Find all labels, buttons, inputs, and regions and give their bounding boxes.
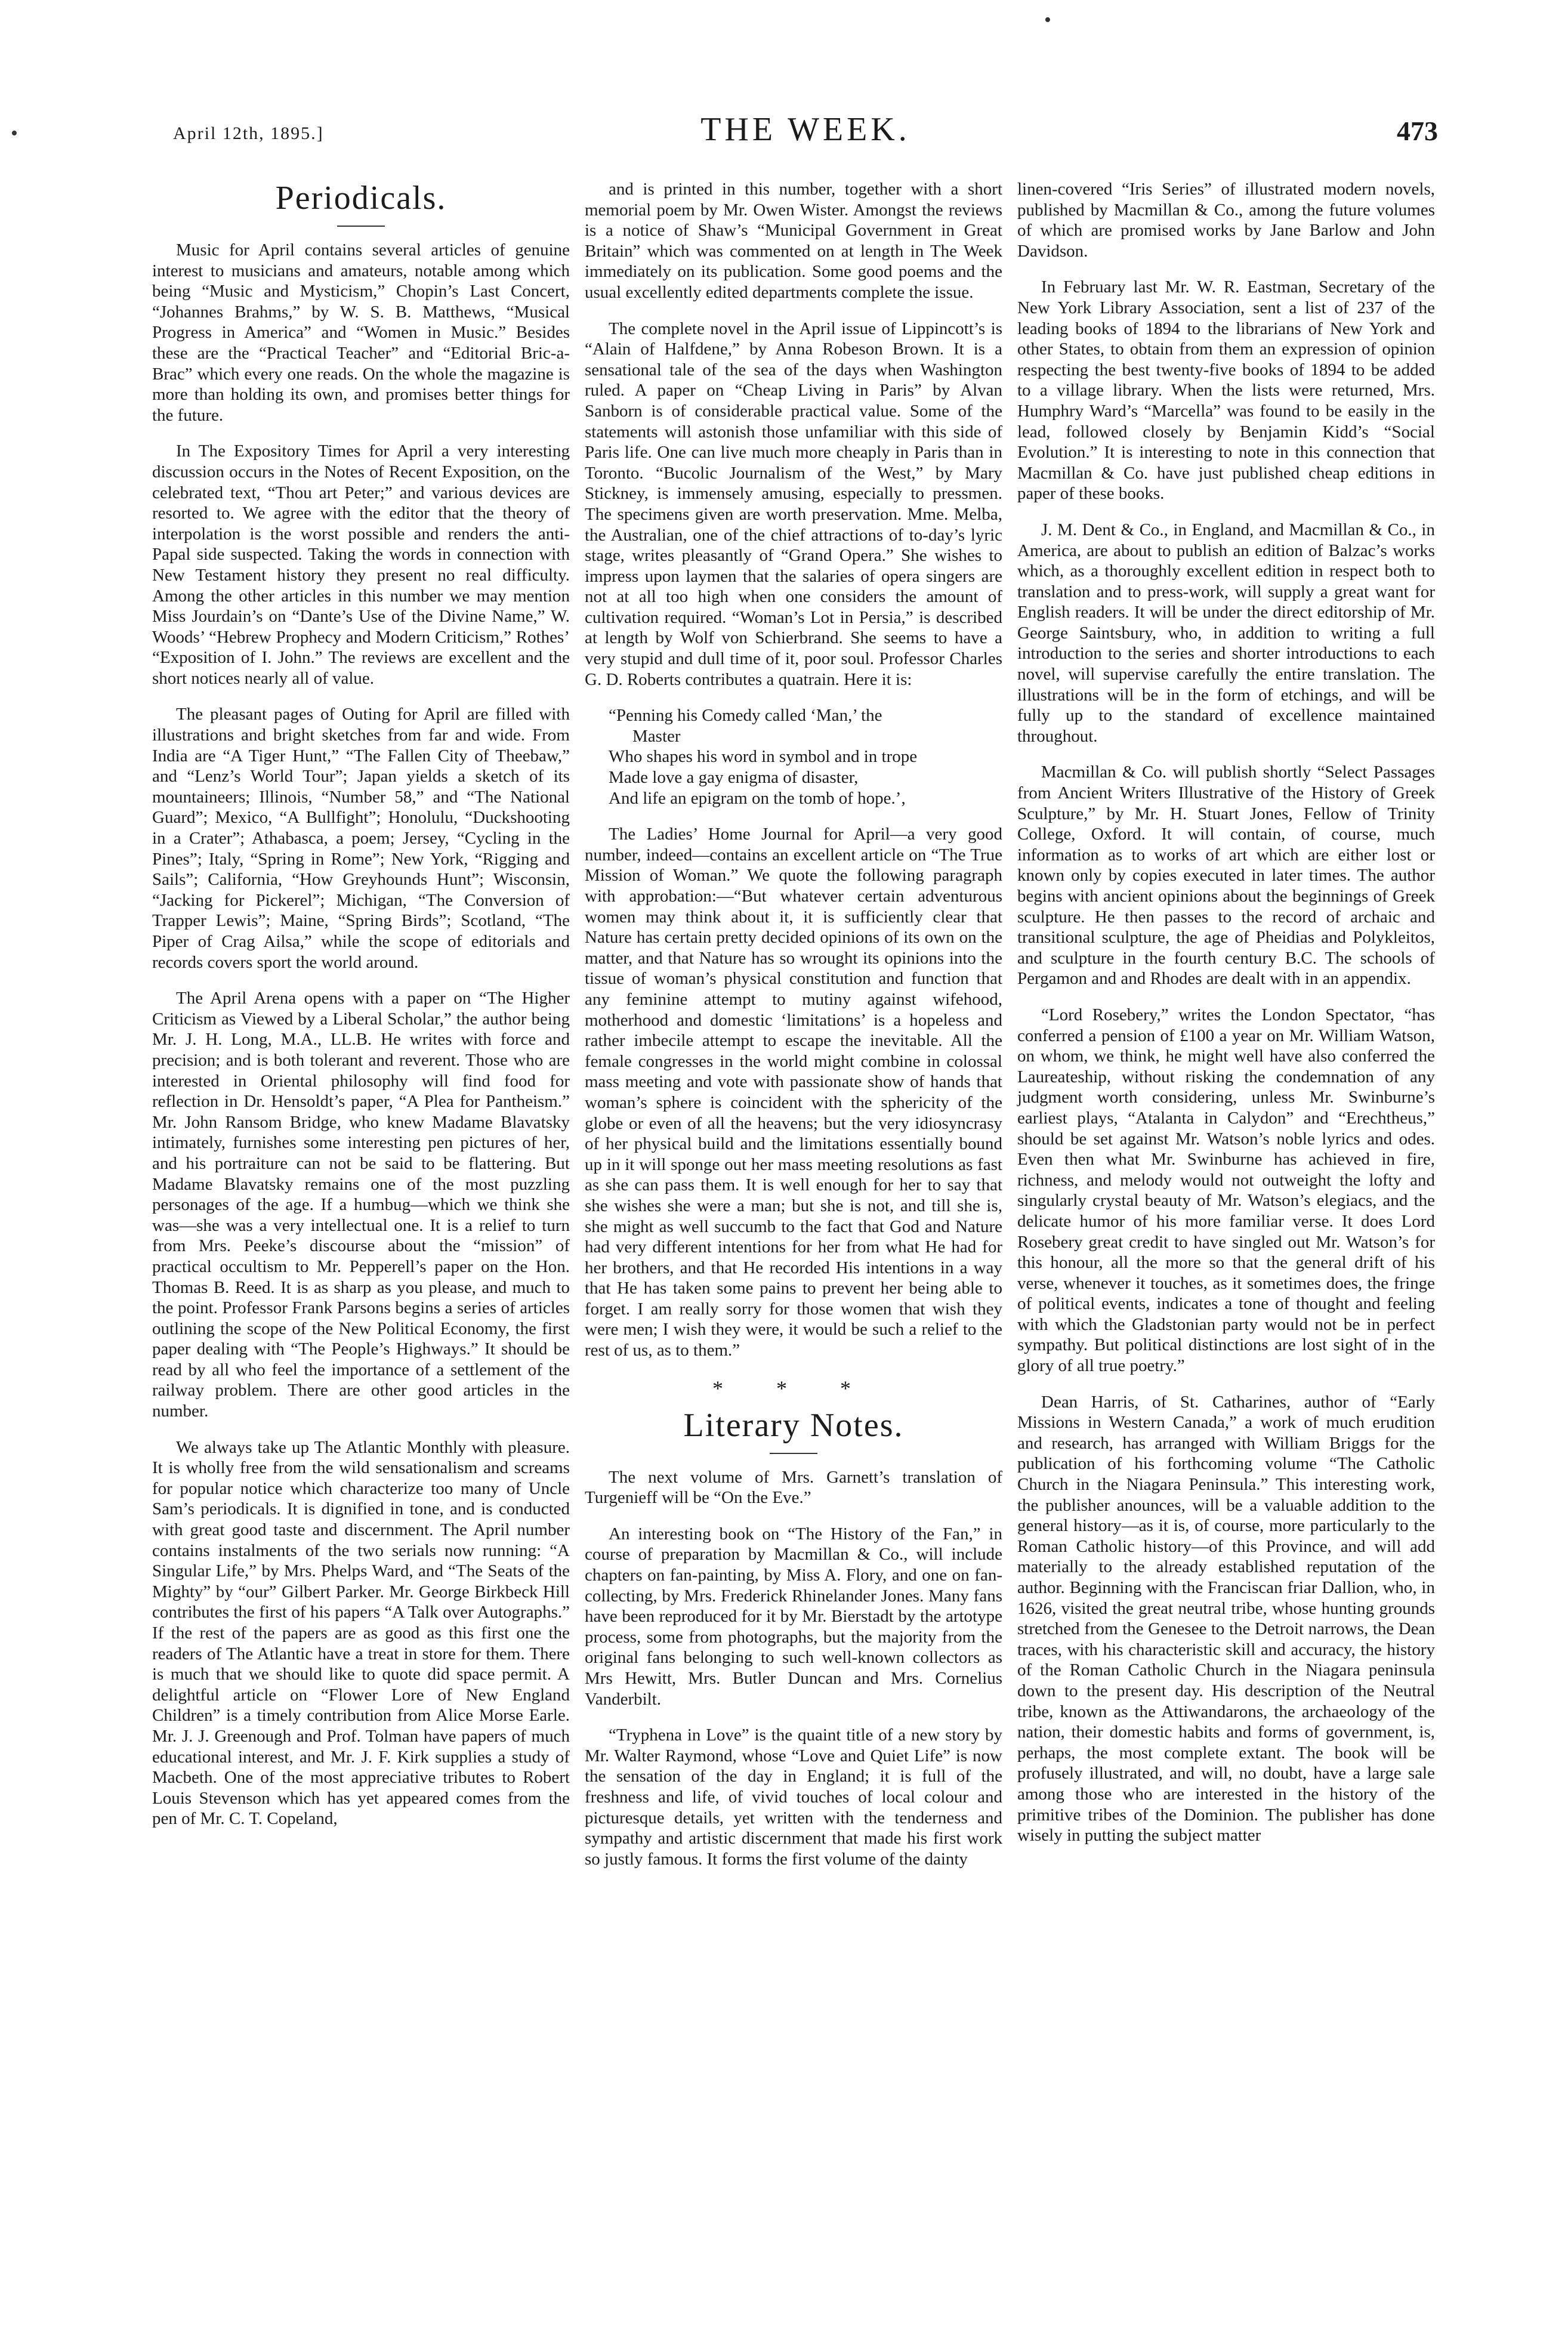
paragraph: An interesting book on “The History of the Fan,” in course of preparation by Macmillan & Co., will include chapters on fan-painting, by Miss A. Flory, and one on fan-collecting, by Mrs. Frederick Rhinelander Jones. Many fans have been reproduced for it by Mr. Bierstadt by the artotype process, some from photographs, but the majority from the original fans belonging to such well-known collectors as Mrs Hewitt, Mrs. Butler Duncan and Mrs. Cornelius Vanderbilt. (585, 1524, 1002, 1709)
masthead: THE WEEK. (700, 111, 910, 148)
page-number: 473 (1397, 116, 1438, 146)
paragraph: “Lord Rosebery,” writes the London Spectator, “has conferred a pension of £100 a year on Mr. William Watson, on whom, we think, he might well have also conferred the Laureateship, without risking the condemnation of any judgment worth considering, unless Mr. Swinburne’s earliest plays, “Atalanta in Calydon” and “Erechtheus,” should be set against Mr. Watson’s noble lyrics and odes. Even then what Mr. Swinburne has achieved in fire, richness, and melody would not outweight the lofty and singularly crystal beauty of Mr. Watson’s elegiacs, and the delicate humor of his more familiar verse. It does Lord Rosebery great credit to have singled out Mr. Watson’s for this honour, all the more so that the general drift of his verse, whenever it touches, as it sometimes does, the fringe of political events, indicates a tone of thought and feeling with which the Gladstonian party would not be in perfect sympathy. But political distinctions are lost sight of in the glory of all true poetry.” (1017, 1005, 1435, 1376)
verse-line: And life an epigram on the tomb of hope.’, (609, 788, 906, 808)
paragraph: linen-covered “Iris Series” of illustrated modern novels, published by Macmillan & Co., among the future volumes of which are promised works by Jane Barlow and John Davidson. (1017, 180, 1435, 261)
paragraph: Dean Harris, of St. Catharines, author of “Early Missions in Western Canada,” a work of much erudition and research, has arranged with William Briggs for the publication of his forthcoming volume “The Catholic Church in the Niagara Peninsula.” This interesting work, the publisher anounces, will be a valuable addition to the general history—as it is, of course, more particularly to the Roman Catholic history—of this Province, and will add materially to the already established reputation of the author. Beginning with the Franciscan friar Dallion, who, in 1626, visited the great neutral tribe, whose hunting grounds stretched from the Genesee to the Detroit narrows, the Dean traces, with his characteristic skill and accuracy, the history of the Roman Catholic Church in the Niagara peninsula down to the present day. His description of the Neutral tribe, known as the Attiwandarons, the archaeology of the nation, their domestic habits and forms of government, is, perhaps, the most complete extant. The book will be profusely illustrated, and will, no doubt, have a large sale among those who are interested in the history of the primitive tribes of the Dominion. The publisher has done wisely in putting the subject matter (1017, 1392, 1435, 1845)
paragraph: Music for April contains several articles of genuine interest to musicians and amateurs, notable among which being “Music and Mysticism,” Chopin’s Last Concert, “Johannes Brahms,” by W. S. B. Matthews, “Musical Progress in America” and “Women in Music.” Besides these are the “Practical Teacher” and “Editorial Bric-a-Brac” which every one reads. On the whole the magazine is more than holding its own, and promises better things for the future. (152, 240, 570, 425)
paragraph: We always take up The Atlantic Monthly with pleasure. It is wholly free from the wild sensationalism and screams for popular notice which characterize too many of Uncle Sam’s periodicals. It is dignified in tone, and is conducted with great good taste and discernment. The April number contains instalments of the two serials now running: “A Singular Life,” by Mrs. Phelps Ward, and “The Seats of the Mighty” by “our” Gilbert Parker. Mr. George Birkbeck Hill contributes the first of his papers “A Talk over Autographs.” If the rest of the papers are as good as this first one the readers of The Atlantic have a treat in store for them. There is much that we should like to quote did space permit. A delightful article on “Flower Lore of New England Children” is a timely contribution from Alice Morse Earle. Mr. J. J. Greenough and Prof. Tolman have papers of much educational interest, and Mr. J. F. Kirk supplies a study of Macbeth. One of the most appreciative tributes to Robert Louis Stevenson which has yet appeared comes from the pen of Mr. C. T. Copeland, (152, 1437, 570, 1829)
paragraph: “Tryphena in Love” is the quaint title of a new story by Mr. Walter Raymond, whose “Love and Quiet Life” is now the sensation of the day in England; it is full of the freshness and life, of vivid touches of local colour and picturesque details, yet written with the tenderness and sympathy and artistic discernment that made his first work so justly famous. It forms the first volume of the dainty (585, 1725, 1002, 1869)
paragraph: and is printed in this number, together with a short memorial poem by Mr. Owen Wister. Amongst the reviews is a notice of Shaw’s “Municipal Government in Great Britain” which was commented on at length in The Week immediately on its publication. Some good poems and the usual excellently edited departments complete the issue. (585, 180, 1002, 302)
paragraph: The next volume of Mrs. Garnett’s translation of Turgenieff will be “On the Eve.” (585, 1467, 1002, 1508)
verse-line: Who shapes his word in symbol and in trope (609, 747, 918, 767)
paragraph: The April Arena opens with a paper on “The Higher Criticism as Viewed by a Liberal Scholar,” the author being Mr. J. H. Long, M.A., LL.B. He writes with force and precision; and is both tolerant and reverent. Those who are interested in Oriental philosophy will find food for reflection in Dr. Hensoldt’s paper, “A Plea for Pantheism.” Mr. John Ransom Bridge, who knew Madame Blavatsky intimately, furnishes some interesting pen pictures of her, and his portraiture can not be said to be flattering. But Madame Blavatsky remains one of the most puzzling personages of the age. If a humbug—which we think she was—she was a very intellectual one. It is a relief to turn from Mrs. Peeke’s discourse about the “mission” of practical occultism to Mr. Pepperell’s paper on the Hon. Thomas B. Reed. It is as sharp as you please, and much to the point. Professor Frank Parsons begins a series of articles outlining the scope of the New Political Economy, the first paper dealing with “The People’s Highways.” It should be read by all who feel the importance of a settlement of the railway problem. There are other good articles in the number. (152, 989, 570, 1421)
top-margin-dot: • (1044, 9, 1051, 31)
column-1 (152, 179, 570, 1845)
paragraph: The complete novel in the April issue of Lippincott’s is “Alain of Halfdene,” by Anna Robeson Brown. It is a sensational tale of the sea of the days when Washington ruled. A paper on “Cheap Living in Paris” by Alvan Sanborn is of considerable practical value. Some of the statements will astonish those unfamiliar with this side of Paris life. One can live much more cheaply in Paris than in Toronto. “Bucolic Journalism of the West,” by Mary Stickney, is immensely amusing, especially to pressmen. The specimens given are worth preservation. Mme. Melba, the Australian, one of the chief attractions of to-day’s lyric stage, writes pleasantly of “Grand Opera.” She wishes to impress upon laymen that the salaries of opera singers are not at all too high when one considers the amount of cultivation required. “Woman’s Lot in Persia,” is described at length by Wolf von Schierbrand. She seems to have a very stupid and dull time of it, poor soul. Professor Charles G. D. Roberts contributes a quatrain. Here it is: (585, 319, 1002, 689)
quatrain (585, 705, 1002, 808)
paragraph: The Ladies’ Home Journal for April—a very good number, indeed—contains an excellent article on “The True Mission of Woman.” We quote the following paragraph with approbation:—“But whatever certain adventurous women may think about it, it is sufficiently clear that Nature has certain pretty decided opinions of its own on the matter, and that Nature has so wrought its opinions into the tissue of woman’s physical constitution and function that any feminine attempt to mutiny against wifehood, motherhood and domestic ‘limitations’ is a hopeless and rather imbecile attempt to escape the inevitable. All the female congresses in the world might combine in colossal mass meeting and vote with passionate show of hands that woman’s sphere is coincident with the sphericity of the globe or even of all the heavens; but the very idiosyncrasy of her physical build and the limitations essentially bound up in it will sponge out her mass meeting resolutions as fast as she can pass them. It is well enough for her to say that she wishes she were a man; but she is not, and till she is, she might as well succumb to the fact that God and Nature had very different intentions for her from what He had for her brothers, and that He recorded His intentions in a way that He has taken some pains to prevent her being able to forget. I am really sorry for those women that wish they were men; I wish they were, it would be such a relief to the rest of us, as to them.” (585, 825, 1002, 1360)
column-2 (585, 179, 1002, 1885)
paragraph: J. M. Dent & Co., in England, and Macmillan & Co., in America, are about to publish an edition of Balzac’s works which, as a thoroughly excellent edition in respect both to translation and to press-work, will supply a great want for English readers. It will be under the direct editorship of Mr. George Saintsbury, who, in addition to writing a full introduction to the series and shorter introductions to each novel, will supervise carefully the entire translation. The illustrations will be in the form of etchings, and will be fully up to the standard of excellence maintained throughout. (1017, 520, 1435, 746)
section-heading-literary-notes: Literary Notes. (683, 1406, 904, 1444)
paragraph: In The Expository Times for April a very interesting discussion occurs in the Notes of Recent Exposition, on the celebrated text, “Thou art Peter;” and various devices are resorted to. We agree with the editor that the theory of interpolation is the worst possible and renders the anti-Papal side suspected. Taking the words in connection with New Testament history they present no real difficulty. Among the other articles in this number we may mention Miss Jourdain’s on “Dante’s Use of the Divine Name,” W. Woods’ “Hebrew Prophecy and Modern Criticism,” Rothes’ “Exposition of I. John.” The reviews are excellent and the short notices nearly all of value. (152, 442, 570, 688)
paragraph: Macmillan & Co. will publish shortly “Select Passages from Ancient Writers Illustrative of the History of Greek Sculpture,” by Mr. H. Stuart Jones, Fellow of Trinity College, Oxford. It will contain, of course, much information as to works of art which are either lost or known only by copies executed in later times. The author begins with ancient opinions about the beginnings of Greek sculpture. He then passes to the record of archaic and transitional sculpture, the age of Pheidias and Polykleitos, and sculpture in the fourth century B.C. The schools of Pergamon and and Rhodes are dealt with in an appendix. (1017, 763, 1435, 989)
verse-line: Master (632, 726, 681, 746)
paragraph: The pleasant pages of Outing for April are filled with illustrations and bright sketches from far and wide. From India are “A Tiger Hunt,” “The Fallen City of Theebaw,” and “Lenz’s World Tour”; Japan yields a sketch of its mountaineers; Illinois, “Number 58,” and “The National Guard”; Mexico, “A Bullfight”; Honolulu, “Duckshooting in a Crater”; Athabasca, a poem; Jersey, “Cycling in the Pines”; Italy, “Spring in Rome”; New York, “Rigging and Sails”; California, “How Greyhounds Hunt”; Wisconsin, “Jacking for Pickerel”; Michigan, “The Conversion of Trapper Lewis”; Maine, “Spring Birds”; Scotland, “The Piper of Crag Ailsa,” while the scope of editorials and records covers sport the world around. (152, 705, 570, 972)
page-header (173, 110, 1438, 158)
verse-line: “Penning his Comedy called ‘Man,’ the (609, 706, 882, 726)
paragraph: In February last Mr. W. R. Eastman, Secretary of the New York Library Association, sent a list of 237 of the leading books of 1894 to the librarians of New York and other States, to obtain from them an expression of opinion respecting the best twenty-five books of 1894 to be added to a village library. When the lists were returned, Mrs. Humphry Ward’s “Marcella” was found to be easily in the lead, followed closely by Benjamin Kidd’s “Social Evolution.” It is interesting to note in this connection that Macmillan & Co. have just published cheap editions in paper of these books. (1017, 277, 1435, 504)
margin-dot: • (11, 122, 18, 144)
heading-rule (337, 226, 385, 227)
issue-date: April 12th, 1895.] (173, 124, 324, 143)
section-heading-periodicals: Periodicals. (275, 180, 447, 217)
column-3 (1017, 179, 1435, 1862)
verse-line: Made love a gay enigma of disaster, (609, 768, 859, 788)
heading-rule (770, 1453, 817, 1454)
asterism-divider: * * * (712, 1376, 875, 1400)
